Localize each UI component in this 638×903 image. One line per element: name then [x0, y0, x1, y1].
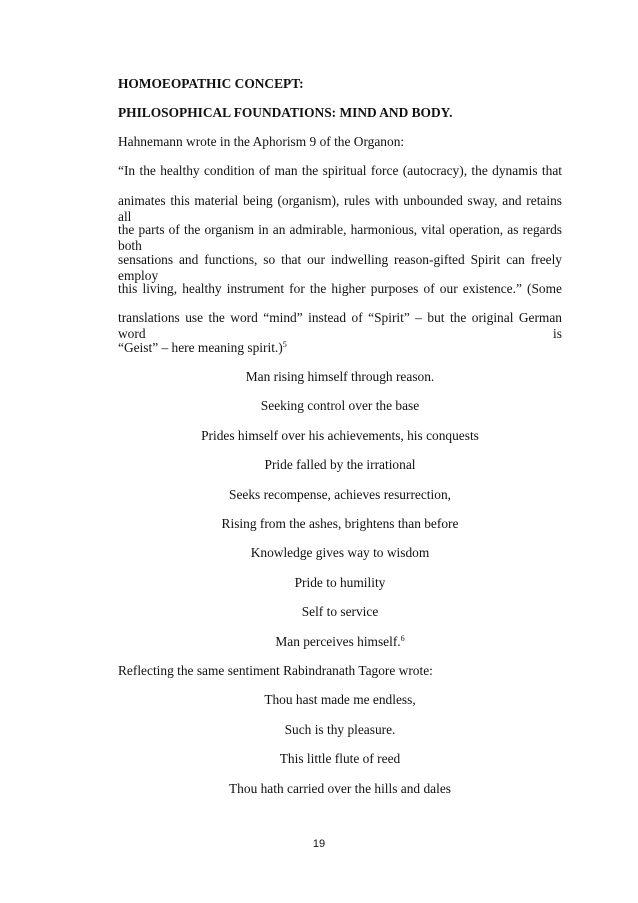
poem-line: Knowledge gives way to wisdom: [250, 545, 430, 560]
quote-line: translations use the word “mind” instead of “Spirit” – but the original German word is: [118, 310, 562, 341]
poem-line: Self to service: [301, 604, 379, 619]
poem-line: This little flute of reed: [279, 751, 401, 766]
quote-line: “In the healthy condition of man the spiritual force (autocracy), the dynamis that: [118, 163, 562, 178]
quote-line: animates this material being (organism), rules with unbounded sway, and retains all: [118, 193, 562, 224]
poem-line: Man rising himself through reason.: [245, 369, 435, 384]
poem-line: Such is thy pleasure.: [284, 722, 396, 737]
tagore-intro: Reflecting the same sentiment Rabindranath Tagore wrote:: [118, 663, 433, 678]
poem-line: Rising from the ashes, brightens than before: [221, 516, 459, 531]
poem-line: Thou hast made me endless,: [264, 692, 416, 707]
footnote-ref: 6: [400, 634, 405, 643]
quote-line: sensations and functions, so that our indwelling reason-gifted Spirit can freely employ: [118, 252, 562, 283]
poem-line: Seeks recompense, achieves resurrection,: [229, 487, 451, 502]
subsection-heading: PHILOSOPHICAL FOUNDATIONS: MIND AND BODY.: [118, 105, 453, 120]
section-heading: HOMOEOPATHIC CONCEPT:: [118, 76, 304, 91]
quote-line: the parts of the organism in an admirable, harmonious, vital operation, as regards both: [118, 222, 562, 253]
poem-line: Seeking control over the base: [260, 398, 420, 413]
footnote-ref: 5: [282, 340, 287, 349]
poem-line: Prides himself over his achievements, his conquests: [201, 428, 479, 443]
poem-line: Pride to humility: [294, 575, 386, 590]
poem-line: Pride falled by the irrational: [264, 457, 416, 472]
quote-last-text: “Geist” – here meaning spirit.): [118, 340, 283, 355]
intro-sentence: Hahnemann wrote in the Aphorism 9 of the Organon:: [118, 134, 405, 149]
page-number: 19: [312, 838, 326, 850]
quote-line: this living, healthy instrument for the higher purposes of our existence.” (Some: [118, 281, 562, 296]
quote-last-line: [118, 340, 562, 356]
poem-last-text: Man perceives himself.: [275, 634, 401, 649]
poem-line: Thou hath carried over the hills and dales: [229, 781, 451, 796]
poem-last-line: [118, 634, 562, 650]
